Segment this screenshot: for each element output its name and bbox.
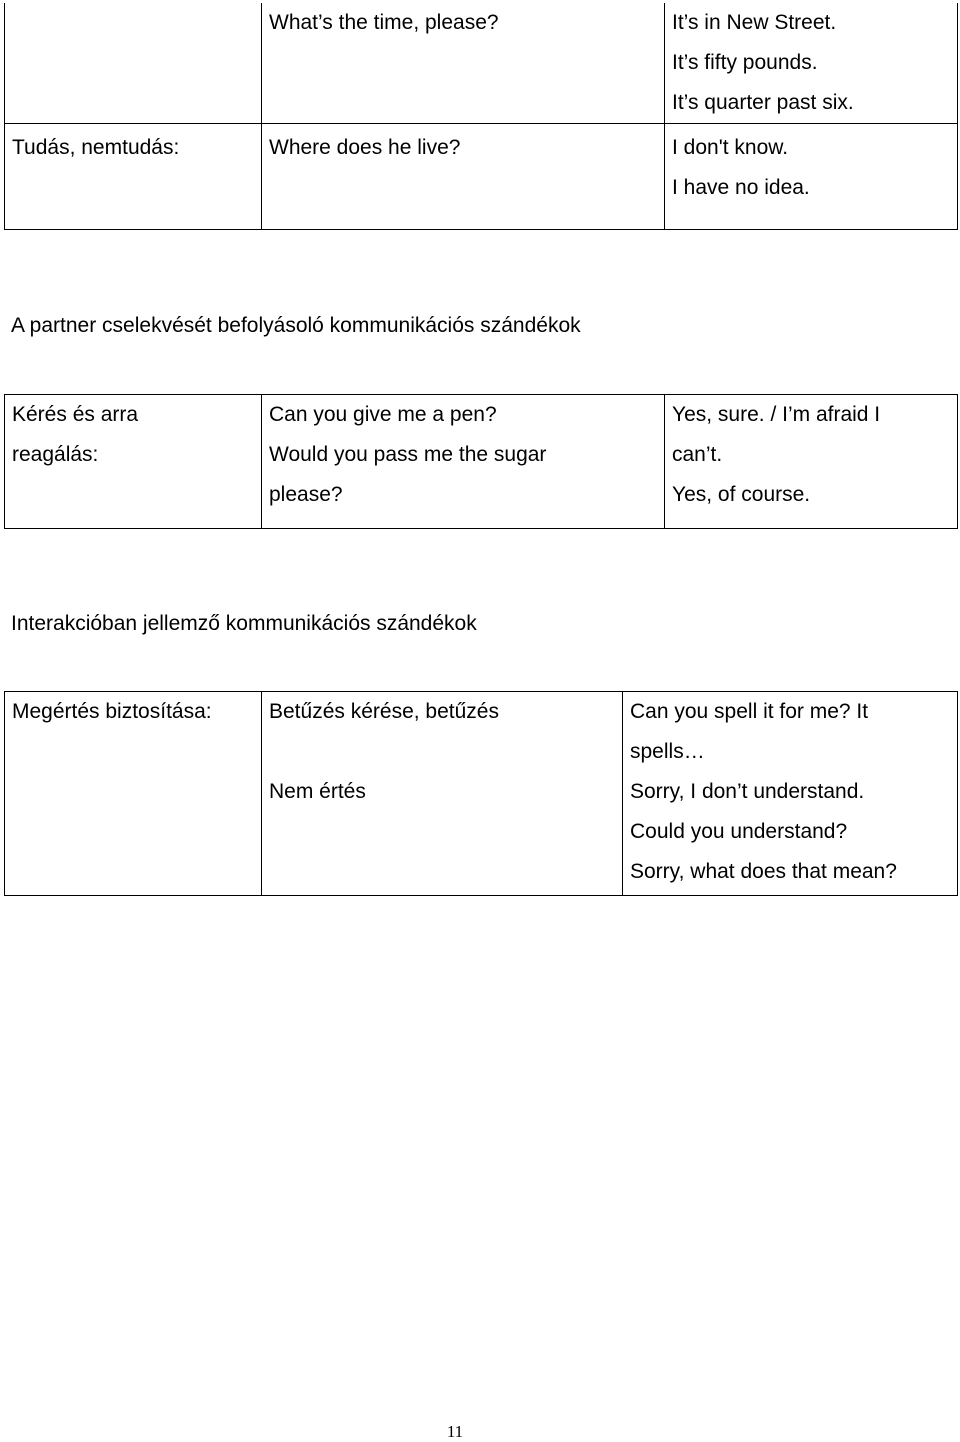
answer-text: Yes, sure. / I’m afraid I [672,403,881,426]
category-label: reagálás: [12,443,99,466]
table-cell [5,395,262,529]
category-label: Tudás, nemtudás: [12,136,180,159]
table-cell [665,124,958,230]
answer-text: Could you understand? [630,820,848,843]
page-number: 11 [446,1422,464,1441]
table-row [5,3,958,124]
function-text: Betűzés kérése, betűzés [269,700,499,723]
question-text: Where does he live? [269,136,461,159]
answer-text: Sorry, I don’t understand. [630,780,865,803]
answer-text: Sorry, what does that mean? [630,860,897,883]
interaction-table [4,691,958,896]
answer-text: Can you spell it for me? It [630,700,869,723]
greetings-table [4,3,958,230]
question-text: Would you pass me the sugar [269,443,547,466]
table-row [5,124,958,230]
answer-text: can’t. [672,443,723,466]
category-label: Kérés és arra [12,403,139,426]
answer-text: spells… [630,740,705,763]
table-cell [623,692,958,896]
section-heading: A partner cselekvését befolyásoló kommunikációs szándékok [11,314,581,337]
question-text: Can you give me a pen? [269,403,497,426]
table-cell [262,395,665,529]
table-row [5,692,958,896]
table-cell [262,692,623,896]
spacer-line [269,732,616,772]
answer-text: I don't know. [672,136,789,159]
answer-text: It’s fifty pounds. [672,51,818,74]
question-text: What’s the time, please? [269,11,499,34]
answer-text: I have no idea. [672,176,810,199]
table-cell [5,124,262,230]
section-heading: Interakcióban jellemző kommunikációs szándékok [11,612,477,635]
answer-text: It’s in New Street. [672,11,837,34]
table-cell [5,3,262,124]
table-row [5,395,958,529]
table-cell [665,395,958,529]
table-cell [262,124,665,230]
function-text: Nem értés [269,780,366,803]
question-text: please? [269,483,343,506]
answer-text: It’s quarter past six. [672,91,854,114]
requests-table [4,394,958,529]
answer-text: Yes, of course. [672,483,811,506]
table-cell [665,3,958,124]
category-label: Megértés biztosítása: [12,700,212,723]
table-cell [262,3,665,124]
table-cell [5,692,262,896]
